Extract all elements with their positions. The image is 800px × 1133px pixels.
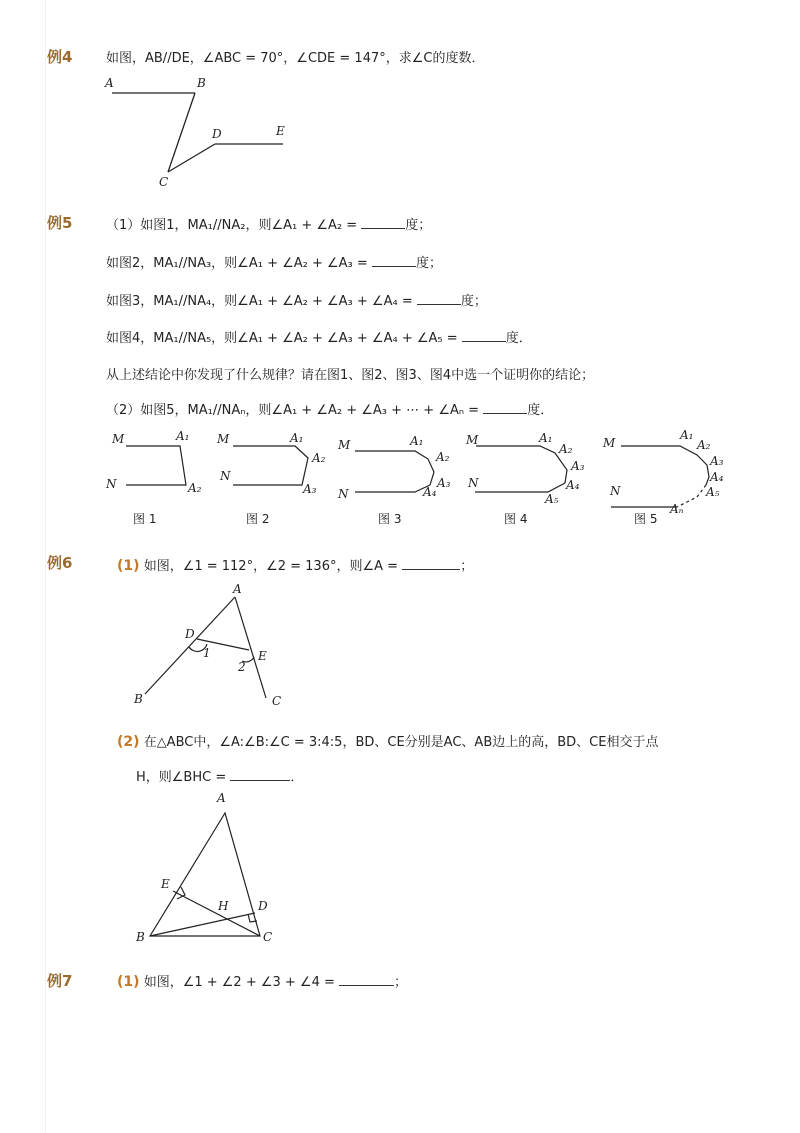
ex4-pt-c: C (159, 175, 169, 189)
ex6-f2-a: A (217, 791, 226, 805)
ex5-cap1: 图 1 (133, 512, 157, 526)
ex5-f4-a1: A₁ (539, 431, 553, 445)
ex5-f5-m: M (603, 436, 616, 450)
answer-blank[interactable] (402, 557, 460, 570)
answer-blank[interactable] (483, 401, 527, 414)
ex5-f1-m: M (112, 432, 125, 446)
ex6-f1-2: 2 (238, 660, 246, 674)
ex5-line5: 从上述结论中你发现了什么规律？请在图1、图2、图3、图4中选一个证明你的结论； (106, 368, 595, 383)
ex5-f5-a2: A₂ (697, 438, 711, 452)
ex4-pt-d: D (212, 127, 222, 141)
ex7-part1 (117, 973, 407, 992)
ex6-f1-d: D (185, 627, 195, 641)
ex6-label: 例6 (47, 554, 73, 572)
ex5-f5-a1: A₁ (680, 428, 694, 442)
ex5-cap2: 图 2 (246, 512, 270, 526)
ex6-part2b (136, 768, 303, 787)
ex5-f4-a4: A₄ (566, 478, 580, 492)
ex5-f4-a2: A₂ (559, 442, 573, 456)
ex6-part2b-text: H，则∠BHC = (136, 770, 227, 785)
ex5-unit: 度； (415, 256, 442, 271)
ex6-f2-c: C (263, 930, 273, 944)
ex5-f2-m: M (217, 432, 230, 446)
ex6-f1-a: A (233, 582, 242, 596)
ex5-f3-a1: A₁ (410, 434, 424, 448)
ex5-line1 (106, 216, 431, 235)
answer-blank[interactable] (462, 329, 506, 342)
ex5-unit: 度． (505, 331, 532, 346)
ex6-f2-e: E (161, 877, 170, 891)
ex5-cap5: 图 5 (634, 512, 658, 526)
ex4-label: 例4 (47, 48, 73, 66)
ex5-f2-a3: A₃ (303, 482, 317, 496)
ex6-figure2 (130, 788, 290, 948)
ex5-line6 (106, 401, 553, 420)
ex6-f1-b: B (134, 692, 143, 706)
ex6-f1-c: C (272, 694, 282, 708)
ex6-figure1 (130, 580, 300, 710)
ex6-f2-b: B (136, 930, 145, 944)
ex5-f4-a5: A₅ (545, 492, 559, 506)
ex6-part2-end: ． (290, 770, 304, 785)
ex5-f2-a1: A₁ (290, 431, 304, 445)
ex5-f3-a3: A₃ (437, 476, 451, 490)
ex4-pt-e: E (276, 124, 285, 138)
ex6-part1 (117, 557, 473, 576)
ex6-part1-num: (1) (117, 558, 140, 574)
ex5-line2 (106, 254, 442, 273)
ex5-line4 (106, 329, 532, 348)
ex5-f2-n: N (220, 469, 231, 483)
ex5-f4-n: N (468, 476, 479, 490)
ex5-f5-a4: A₄ (710, 470, 724, 484)
ex4-figure (100, 72, 300, 192)
ex5-f5-a3: A₃ (710, 454, 724, 468)
ex5-f3-m: M (338, 438, 351, 452)
answer-blank[interactable] (361, 216, 405, 229)
ex5-line3 (106, 292, 487, 311)
ex5-unit: 度． (527, 403, 554, 418)
ex4-pt-b: B (197, 76, 206, 90)
ex5-cap3: 图 3 (378, 512, 402, 526)
ex5-f3-a2: A₂ (436, 450, 450, 464)
ex5-f3-a4: A₄ (423, 485, 437, 499)
ex6-f1-e: E (258, 649, 267, 663)
answer-blank[interactable] (339, 973, 394, 986)
ex5-cap4: 图 4 (504, 512, 528, 526)
ex5-f5-a5: A₅ (706, 485, 720, 499)
ex5-f4-m: M (466, 433, 479, 447)
ex6-f1-1: 1 (203, 646, 211, 660)
ex5-f2-a2: A₂ (312, 451, 326, 465)
ex5-f1-a1: A₁ (176, 429, 190, 443)
ex5-line1-text: （1）如图1，MA₁//NA₂，则∠A₁ + ∠A₂ = (106, 218, 358, 233)
ex4-question: 如图，AB//DE，∠ABC = 70°，∠CDE = 147°，求∠C的度数． (106, 51, 485, 66)
ex5-f5-n: N (610, 484, 621, 498)
ex5-line4-text: 如图4，MA₁//NA₅，则∠A₁ + ∠A₂ + ∠A₃ + ∠A₄ + ∠A₅ = (106, 331, 458, 346)
ex7-label: 例7 (47, 972, 73, 990)
ex5-unit: 度； (405, 218, 432, 233)
margin-line (45, 0, 46, 1133)
ex5-figures (100, 425, 750, 530)
ex6-part1-text: 如图，∠1 = 112°，∠2 = 136°，则∠A = (143, 559, 399, 574)
ex5-f1-n: N (106, 477, 117, 491)
ex5-f5-an: Aₙ (670, 502, 684, 516)
ex7-part1-end: ； (394, 975, 408, 990)
ex6-f2-d: D (258, 899, 268, 913)
ex5-line2-text: 如图2，MA₁//NA₃，则∠A₁ + ∠A₂ + ∠A₃ = (106, 256, 368, 271)
ex7-part1-text: 如图，∠1 + ∠2 + ∠3 + ∠4 = (143, 975, 335, 990)
ex7-part1-num: (1) (117, 974, 140, 990)
ex5-f3-n: N (338, 487, 349, 501)
ex6-part2a (117, 733, 658, 752)
ex6-f2-h: H (218, 899, 229, 913)
ex5-f4-a3: A₃ (571, 459, 585, 473)
ex6-part2a-text: 在△ABC中，∠A:∠B:∠C = 3:4:5，BD、CE分别是AC、AB边上的高，BD、CE相交于点 (143, 735, 659, 750)
ex5-line3-text: 如图3，MA₁//NA₄，则∠A₁ + ∠A₂ + ∠A₃ + ∠A₄ = (106, 294, 413, 309)
answer-blank[interactable] (372, 254, 416, 267)
ex5-f1-a2: A₂ (188, 481, 202, 495)
ex6-part2-num: (2) (117, 734, 140, 750)
ex5-unit: 度； (460, 294, 487, 309)
ex6-part1-end: ； (460, 559, 474, 574)
answer-blank[interactable] (230, 768, 290, 781)
ex5-line6-text: （2）如图5，MA₁//NAₙ，则∠A₁ + ∠A₂ + ∠A₃ + ⋯ + ∠Aₙ = (106, 403, 480, 418)
ex5-label: 例5 (47, 214, 73, 232)
answer-blank[interactable] (417, 292, 461, 305)
ex4-pt-a: A (105, 76, 114, 90)
